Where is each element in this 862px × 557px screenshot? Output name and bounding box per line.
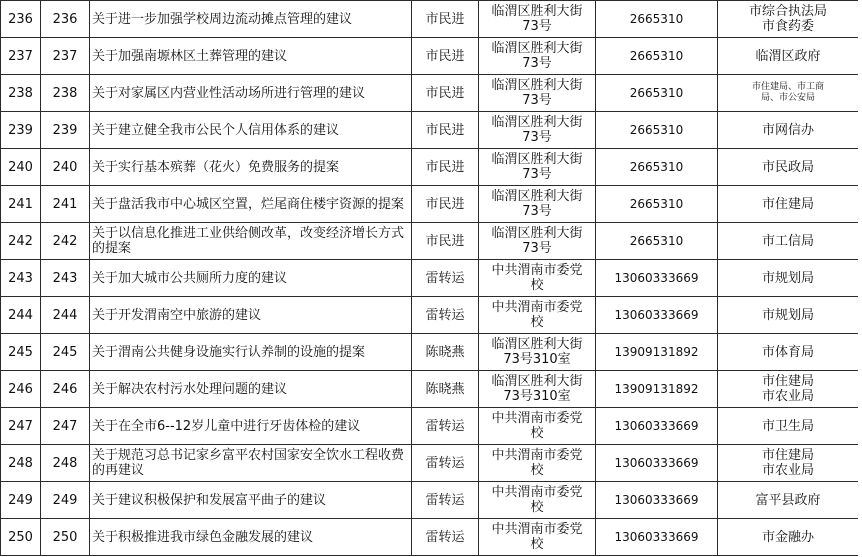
proposal-title-cell[interactable]: 关于渭南公共健身设施实行认养制的设施的提案	[90, 334, 412, 371]
proposal-number-cell[interactable]: 246	[41, 371, 90, 408]
row-index-cell[interactable]: 244	[1, 297, 41, 334]
address-line: 73号310室	[503, 352, 571, 367]
department-line: 市民政局	[761, 159, 814, 175]
phone-cell[interactable]: 13909131892	[596, 371, 718, 408]
proposer-cell[interactable]: 市民进	[412, 38, 479, 75]
address-line: 临渭区胜利大街	[491, 4, 583, 19]
proposal-title-cell[interactable]: 关于建议积极保护和发展富平曲子的建议	[90, 482, 412, 519]
department-line: 市农业局	[761, 389, 814, 404]
department-line: 市网信办	[761, 122, 814, 138]
proposer-cell[interactable]: 市民进	[412, 75, 479, 112]
proposal-title-cell[interactable]: 关于以信息化推进工业供给侧改革，改变经济增长方式的提案	[90, 223, 412, 260]
department-cell[interactable]	[718, 445, 859, 482]
proposer-cell[interactable]: 雷转运	[412, 408, 479, 445]
proposer-cell[interactable]: 市民进	[412, 149, 479, 186]
proposer-cell[interactable]: 雷转运	[412, 482, 479, 519]
address-line: 临渭区胜利大街	[491, 41, 583, 56]
phone-cell[interactable]: 2665310	[596, 38, 718, 75]
address-line: 73号	[522, 241, 552, 256]
proposal-number-cell[interactable]: 244	[41, 297, 90, 334]
phone-cell[interactable]: 13060333669	[596, 482, 718, 519]
address-cell[interactable]	[479, 186, 596, 223]
department-line: 市卫生局	[761, 418, 814, 434]
proposal-number-cell[interactable]: 240	[41, 149, 90, 186]
phone-cell[interactable]: 2665310	[596, 186, 718, 223]
proposer-cell[interactable]: 雷转运	[412, 445, 479, 482]
department-cell[interactable]	[718, 371, 859, 408]
address-cell[interactable]	[479, 297, 596, 334]
row-index-cell[interactable]: 238	[1, 75, 41, 112]
table-row[interactable]	[1, 482, 859, 519]
address-cell[interactable]	[479, 38, 596, 75]
department-cell[interactable]	[718, 519, 859, 556]
department-line: 市食药委	[761, 19, 814, 34]
row-index-cell[interactable]: 245	[1, 334, 41, 371]
address-line: 73号310室	[503, 389, 571, 404]
proposer-cell[interactable]: 陈晓燕	[412, 371, 479, 408]
proposal-number-cell[interactable]: 247	[41, 408, 90, 445]
department-cell[interactable]	[718, 186, 859, 223]
proposer-cell[interactable]: 市民进	[412, 223, 479, 260]
proposer-cell[interactable]: 雷转运	[412, 519, 479, 556]
department-cell[interactable]	[718, 112, 859, 149]
table-row[interactable]	[1, 223, 859, 260]
address-line: 中共渭南市委党	[491, 411, 583, 426]
row-index-cell[interactable]: 240	[1, 149, 41, 186]
proposal-title-cell[interactable]: 关于积极推进我市绿色金融发展的建议	[90, 519, 412, 556]
department-cell[interactable]	[718, 38, 859, 75]
proposal-number-cell[interactable]: 238	[41, 75, 90, 112]
department-line: 市住建局、市工商	[751, 82, 824, 92]
address-line: 中共渭南市委党	[491, 485, 583, 500]
row-index-cell[interactable]: 236	[1, 1, 41, 38]
phone-cell[interactable]: 13060333669	[596, 445, 718, 482]
proposal-title-cell[interactable]: 关于加强南塬林区土葬管理的建议	[90, 38, 412, 75]
table-row[interactable]	[1, 75, 859, 112]
row-index-cell[interactable]: 237	[1, 38, 41, 75]
table-row[interactable]	[1, 334, 859, 371]
proposal-title-cell[interactable]: 关于解决农村污水处理问题的建议	[90, 371, 412, 408]
proposal-title-cell[interactable]: 关于建立健全我市公民个人信用体系的建议	[90, 112, 412, 149]
row-index-cell[interactable]: 249	[1, 482, 41, 519]
proposer-cell[interactable]: 市民进	[412, 1, 479, 38]
proposer-cell[interactable]: 市民进	[412, 112, 479, 149]
department-cell[interactable]	[718, 1, 859, 38]
proposal-number-cell[interactable]: 237	[41, 38, 90, 75]
department-cell[interactable]	[718, 297, 859, 334]
proposal-title-cell[interactable]: 关于实行基本殡葬（花火）免费服务的提案	[90, 149, 412, 186]
proposal-title-cell[interactable]: 关于在全市6--12岁儿童中进行牙齿体检的建议	[90, 408, 412, 445]
table-row[interactable]	[1, 260, 859, 297]
address-line: 73号	[522, 204, 552, 219]
table-row[interactable]	[1, 371, 859, 408]
page-margin	[858, 0, 862, 557]
table-row[interactable]	[1, 38, 859, 75]
department-cell[interactable]	[718, 149, 859, 186]
department-cell[interactable]	[718, 334, 859, 371]
proposal-title-cell[interactable]: 关于开发渭南空中旅游的建议	[90, 297, 412, 334]
address-line: 73号	[522, 130, 552, 145]
department-line: 富平县政府	[755, 492, 821, 508]
proposal-number-cell[interactable]: 245	[41, 334, 90, 371]
table-row[interactable]	[1, 112, 859, 149]
row-index-cell[interactable]: 250	[1, 519, 41, 556]
address-cell[interactable]	[479, 334, 596, 371]
address-line: 临渭区胜利大街	[491, 189, 583, 204]
proposer-cell[interactable]: 雷转运	[412, 297, 479, 334]
department-line: 市住建局	[761, 374, 814, 389]
department-line: 市体育局	[761, 344, 814, 360]
phone-cell[interactable]: 2665310	[596, 112, 718, 149]
address-cell[interactable]	[479, 260, 596, 297]
department-cell[interactable]	[718, 260, 859, 297]
department-line: 市工信局	[761, 233, 814, 249]
phone-cell[interactable]: 2665310	[596, 149, 718, 186]
address-line: 临渭区胜利大街	[491, 78, 583, 93]
proposal-number-cell[interactable]: 241	[41, 186, 90, 223]
proposal-number-cell[interactable]: 248	[41, 445, 90, 482]
table-row[interactable]	[1, 297, 859, 334]
proposer-cell[interactable]: 陈晓燕	[412, 334, 479, 371]
department-line: 局、市公安局	[760, 93, 815, 103]
department-cell[interactable]	[718, 75, 859, 112]
row-index-cell[interactable]: 241	[1, 186, 41, 223]
department-cell[interactable]	[718, 223, 859, 260]
address-line: 中共渭南市委党	[491, 263, 583, 278]
department-line: 市综合执法局	[748, 4, 827, 19]
proposal-number-cell[interactable]: 242	[41, 223, 90, 260]
phone-cell[interactable]: 13060333669	[596, 408, 718, 445]
phone-cell[interactable]: 2665310	[596, 1, 718, 38]
proposal-number-cell[interactable]: 239	[41, 112, 90, 149]
address-cell[interactable]	[479, 482, 596, 519]
row-index-cell[interactable]: 243	[1, 260, 41, 297]
proposal-title-cell[interactable]: 关于盘活我市中心城区空置，烂尾商住楼宇资源的提案	[90, 186, 412, 223]
address-line: 临渭区胜利大街	[491, 337, 583, 352]
phone-cell[interactable]: 2665310	[596, 223, 718, 260]
table-row[interactable]	[1, 149, 859, 186]
address-line: 临渭区胜利大街	[491, 226, 583, 241]
address-line: 临渭区胜利大街	[491, 152, 583, 167]
phone-cell[interactable]: 13060333669	[596, 297, 718, 334]
department-line: 市农业局	[761, 463, 814, 478]
department-cell[interactable]	[718, 408, 859, 445]
address-line: 73号	[522, 56, 552, 71]
address-line: 73号	[522, 93, 552, 108]
department-cell[interactable]	[718, 482, 859, 519]
address-line: 校	[530, 426, 544, 441]
address-cell[interactable]	[479, 149, 596, 186]
proposal-title-cell[interactable]: 关于对家属区内营业性活动场所进行管理的建议	[90, 75, 412, 112]
phone-cell[interactable]: 13909131892	[596, 334, 718, 371]
phone-cell[interactable]: 13060333669	[596, 260, 718, 297]
phone-cell[interactable]: 13060333669	[596, 519, 718, 556]
row-index-cell[interactable]: 246	[1, 371, 41, 408]
table-row[interactable]	[1, 408, 859, 445]
address-cell[interactable]	[479, 519, 596, 556]
table-row[interactable]	[1, 186, 859, 223]
address-cell[interactable]	[479, 408, 596, 445]
proposal-number-cell[interactable]: 243	[41, 260, 90, 297]
address-cell[interactable]	[479, 445, 596, 482]
proposal-number-cell[interactable]: 250	[41, 519, 90, 556]
department-line: 市金融办	[761, 529, 814, 545]
address-line: 中共渭南市委党	[491, 300, 583, 315]
proposal-number-cell[interactable]: 249	[41, 482, 90, 519]
address-cell[interactable]	[479, 75, 596, 112]
proposal-title-cell[interactable]: 关于进一步加强学校周边流动摊点管理的建议	[90, 1, 412, 38]
address-line: 临渭区胜利大街	[491, 115, 583, 130]
address-line: 校	[530, 315, 544, 330]
proposal-title-cell[interactable]: 关于规范习总书记家乡富平农村国家安全饮水工程收费的再建议	[90, 445, 412, 482]
address-cell[interactable]	[479, 223, 596, 260]
address-line: 中共渭南市委党	[491, 448, 583, 463]
proposer-cell[interactable]: 雷转运	[412, 260, 479, 297]
row-index-cell[interactable]: 247	[1, 408, 41, 445]
address-line: 73号	[522, 167, 552, 182]
proposal-number-cell[interactable]: 236	[41, 1, 90, 38]
department-line: 临渭区政府	[755, 48, 821, 64]
address-line: 中共渭南市委党	[491, 522, 583, 537]
department-line: 市规划局	[761, 307, 814, 323]
proposal-title-cell[interactable]: 关于加大城市公共厕所力度的建议	[90, 260, 412, 297]
address-line: 校	[530, 500, 544, 515]
table-body	[1, 1, 859, 556]
phone-cell[interactable]: 2665310	[596, 75, 718, 112]
table-row[interactable]	[1, 519, 859, 556]
address-line: 校	[530, 537, 544, 552]
address-cell[interactable]	[479, 371, 596, 408]
row-index-cell[interactable]: 242	[1, 223, 41, 260]
address-cell[interactable]	[479, 112, 596, 149]
department-line: 市住建局	[761, 196, 814, 212]
table-row[interactable]	[1, 445, 859, 482]
address-line: 校	[530, 463, 544, 478]
address-cell[interactable]	[479, 1, 596, 38]
row-index-cell[interactable]: 239	[1, 112, 41, 149]
table-row[interactable]	[1, 1, 859, 38]
proposer-cell[interactable]: 市民进	[412, 186, 479, 223]
address-line: 73号	[522, 19, 552, 34]
department-line: 市住建局	[761, 448, 814, 463]
department-line: 市规划局	[761, 270, 814, 286]
row-index-cell[interactable]: 248	[1, 445, 41, 482]
address-line: 校	[530, 278, 544, 293]
address-line: 临渭区胜利大街	[491, 374, 583, 389]
